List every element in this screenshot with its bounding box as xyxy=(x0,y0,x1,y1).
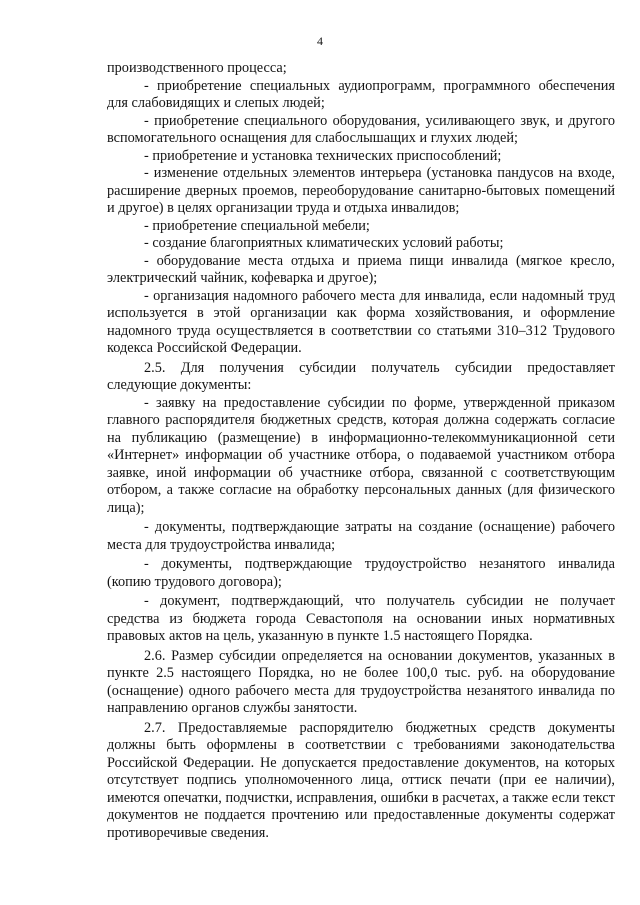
list-item-interior-changes: - изменение отдельных элементов интерьера (установка пандусов на входе, расширение дверных проемов, переоборудование санитарно-бытовых помещений и другое) в целях организации труда и отдыха инвалидов; xyxy=(107,165,615,216)
list-item-audio-programs: - приобретение специальных аудиопрограмм, программного обеспечения для слабовидящих и слепых людей; xyxy=(107,77,615,111)
list-item-no-other-funding: - документ, подтверждающий, что получатель субсидии не получает средства из бюджета города Севастополя на основании иных нормативных правовых актов на цель, указанную в пункте 1.5 настоящего Порядка. xyxy=(107,593,615,644)
list-item-cost-documents: - документы, подтверждающие затраты на создание (оснащение) рабочего места для трудоустройства инвалида; xyxy=(107,519,615,553)
clause-2-6: 2.6. Размер субсидии определяется на основании документов, указанных в пункте 2.5 настоящего Порядка, но не более 100,0 тыс. руб. на оборудование (оснащение) одного рабочего места для трудоустройства незанятого инвалида по направлению органов службы занятости. xyxy=(107,647,615,716)
paragraph-continuation: производственного процесса; xyxy=(107,60,287,76)
list-item-climate-conditions: - создание благоприятных климатических условий работы; xyxy=(144,235,504,251)
list-item-technical-devices: - приобретение и установка технических приспособлений; xyxy=(144,147,502,164)
list-item-application: - заявку на предоставление субсидии по форме, утвержденной приказом главного распорядителя бюджетных средств, которая должна содержать согласие на публикацию (размещение) в информационно-телекоммуникационной сети «Интернет» информации об участнике отбора, о подаваемой участником отбора заявке, иной информации об участнике отбора, связанной с соответствующим отбором, а также согласие на обработку персональных данных (для физического лица); xyxy=(107,394,615,516)
clause-2-7: 2.7. Предоставляемые распорядителю бюджетных средств документы должны быть оформлены в соответствии с требованиями законодательства Российской Федерации. Не допускается предоставление документов, на которых отсутствует подпись уполномоченного лица, оттиск печати (при ее наличии), имеются опечатки, подчистки, исправления, ошибки в расчетах, а также если текст документов не поддается прочтению или предоставленные документы содержат противоречивые сведения. xyxy=(107,719,615,841)
document-body xyxy=(107,60,615,842)
list-item-rest-area: - оборудование места отдыха и приема пищи инвалида (мягкое кресло, электрический чайник, кофеварка и другое); xyxy=(107,252,615,286)
clause-2-5: 2.5. Для получения субсидии получатель субсидии предоставляет следующие документы: xyxy=(107,359,615,393)
page-number: 4 xyxy=(317,34,323,48)
list-item-home-workplace: - организация надомного рабочего места для инвалида, если надомный труд используется в этой организации как форма хозяйствования, и оформление надомного труда осуществляется в соответствии со статьями 310–312 Трудового кодекса Российской Федерации. xyxy=(107,287,615,356)
list-item-special-furniture: - приобретение специальной мебели; xyxy=(144,217,370,234)
list-item-sound-equipment: - приобретение специального оборудования, усиливающего звук, и другого вспомогательного оснащения для слабослышащих и глухих людей; xyxy=(107,112,615,146)
list-item-employment-documents: - документы, подтверждающие трудоустройство незанятого инвалида (копию трудового договора); xyxy=(107,556,615,590)
